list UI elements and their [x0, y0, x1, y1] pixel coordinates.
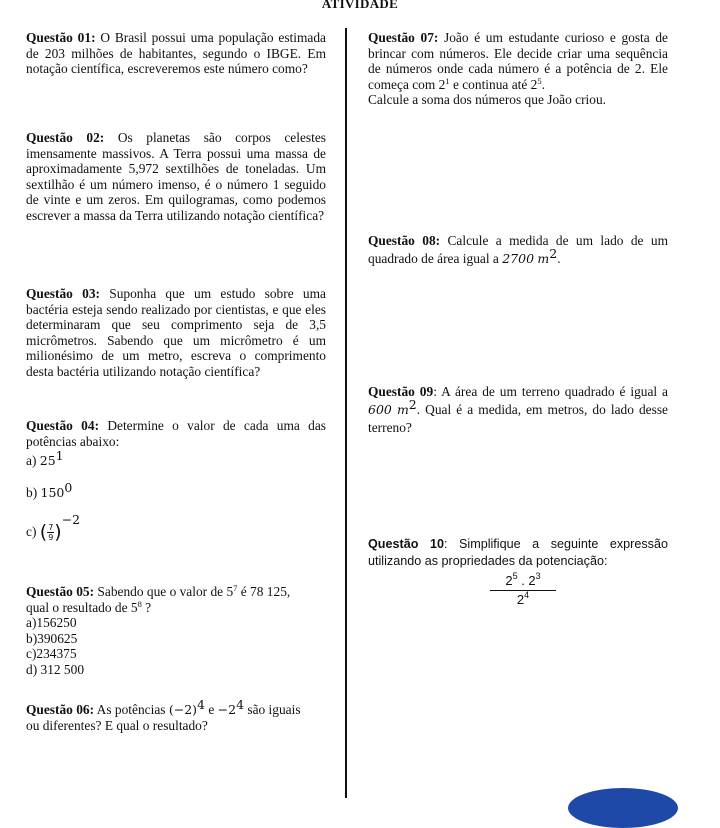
question-02	[26, 130, 326, 224]
question-09: Questão 09: A área de um terreno quadrado é igual a 600 $m^2$. Qual é a medida, em metros, do lado desse terreno?	[368, 384, 668, 435]
question-04-item-a: a) $25^1$	[26, 448, 64, 468]
question-05-option: b)390625	[26, 630, 78, 646]
question-01-text: O Brasil possui uma população estimada de 203 milhões de habitantes, segundo o IBGE. Em notação científica, escreveremos este número como?	[26, 30, 326, 77]
column-divider	[345, 28, 347, 798]
question-05-option: c)234375	[26, 646, 77, 662]
question-05-label: Questão 05:	[26, 584, 95, 599]
question-04-text: Determine o valor de cada uma das potências abaixo:	[26, 418, 326, 449]
question-01	[26, 30, 326, 77]
question-05: Questão 05: Sabendo que o valor de $5^7$ é 78 125, qual o resultado de $5^8$ ? a)156250 b)390625 c)234375 d) 312 500	[26, 584, 326, 678]
question-10-expression: $\frac{2^5 . 2^3}{2^4}$	[490, 572, 556, 609]
fraction: $\frac{7}{9}$	[48, 523, 54, 543]
question-02-label: Questão 02:	[26, 130, 105, 145]
question-10-label: Questão 10	[368, 537, 444, 551]
question-03-text: Suponha que um estudo sobre uma bactéria esteja sendo realizado por cientistas, e que eles determinaram que seu comprimento seja de 3,5 micrômetros. Sabendo que um micrômetro é um milionésimo de um metro, escreva o comprimento desta bactéria utilizando notação científica?	[26, 286, 326, 379]
question-05-option: d) 312 500	[26, 661, 85, 677]
question-08-label: Questão 08:	[368, 233, 441, 248]
question-07-label: Questão 07:	[368, 30, 439, 45]
question-03	[26, 286, 326, 380]
question-06: Questão 06: As potências $(-2)^4$ $e -2^4$ são iguais ou diferentes? E qual o resultado?	[26, 697, 301, 733]
question-07: Questão 07: João é um estudante curioso e gosta de brincar com números. Ele decide criar uma sequência de números onde cada número é a potência de 2. Ele começa com $2^1$ e continua até $2^5$. Calcule a soma dos números que João criou.	[368, 30, 668, 108]
page-title: ATIVIDADE	[321, 0, 399, 11]
question-04-item-c: c) ( $\frac{7}{9}$ )$^{-2}$	[26, 512, 81, 544]
question-08: Questão 08: Calcule a medida de um lado de um quadrado de área igual a 2700 $m^2$.	[368, 233, 668, 266]
question-02-text: Os planetas são corpos celestes imensamente massivos. A Terra possui uma massa de aproximadamente 5,972 sextilhões de toneladas. Um sextilhão é um número imenso, é o número 1 seguido de vinte e um zeros. Em quilogramas, como podemos escrever a massa da Terra utilizando notação científica?	[26, 130, 326, 223]
question-05-option: a)156250	[26, 615, 77, 631]
question-09-label: Questão 09	[368, 384, 434, 399]
question-10: Questão 10: Simplifique a seguinte expressão utilizando as propriedades da potenciação:	[368, 537, 668, 568]
question-04	[26, 418, 326, 449]
question-04-item-b: b) $150^0$	[26, 480, 73, 500]
corner-decoration	[568, 788, 678, 828]
question-04-label: Questão 04:	[26, 418, 100, 433]
question-03-label: Questão 03:	[26, 286, 100, 301]
question-01-label: Questão 01:	[26, 30, 96, 45]
question-06-label: Questão 06:	[26, 702, 95, 717]
